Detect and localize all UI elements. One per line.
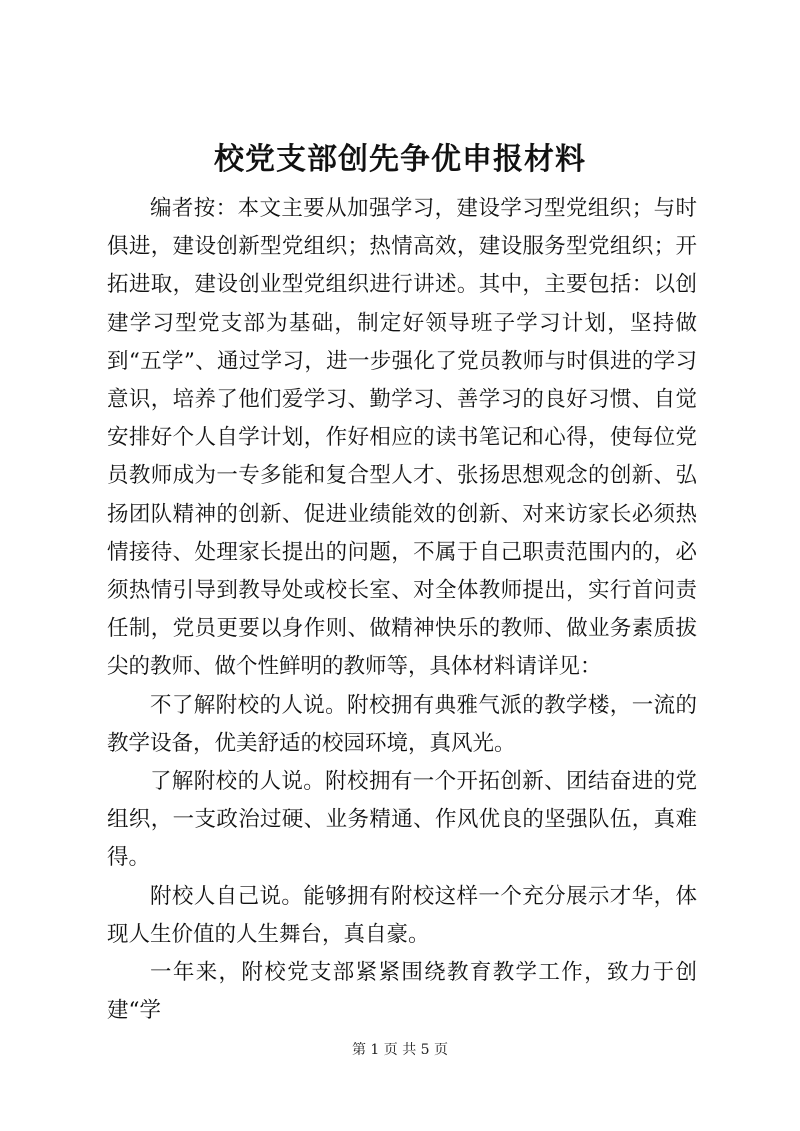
paragraph-editor-note: 编者按：本文主要从加强学习，建设学习型党组织；与时俱进，建设创新型党组织；热情高效，建设服务型党组织；开拓进取，建设创业型党组织进行讲述。其中，主要包括：以创建学习型党支部为基础，制定好领导班子学习计划，坚持做到“五学”、通过学习，进一步强化了党员教师与时俱进的学习意识，培养了他们爱学习、勤学习、善学习的良好习惯、自觉安排好个人自学计划，作好相应的读书笔记和心得，使每位党员教师成为一专多能和复合型人才、张扬思想观念的创新、弘扬团队精神的创新、促进业绩能效的创新、对来访家长必须热情接待、处理家长提出的问题，不属于自己职责范围内的，必须热情引导到教导处或校长室、对全体教师提出，实行首问责任制，党员更要以身作则、做精神快乐的教师、做业务素质拔尖的教师、做个性鲜明的教师等，具体材料请详见： bbox=[107, 196, 697, 680]
document-title: 校党支部创先争优申报材料 bbox=[214, 142, 586, 177]
document-body bbox=[107, 190, 697, 1030]
paragraph-outsiders: 不了解附校的人说。附校拥有典雅气派的教学楼，一流的教学设备，优美舒适的校园环境，真风光。 bbox=[107, 692, 697, 756]
paragraph-year-review: 一年来，附校党支部紧紧围绕教育教学工作，致力于创建“学 bbox=[107, 960, 697, 1024]
paragraph-insiders: 了解附校的人说。附校拥有一个开拓创新、团结奋进的党组织，一支政治过硬、业务精通、作风优良的坚强队伍，真难得。 bbox=[107, 769, 697, 871]
paragraph-school-people: 附校人自己说。能够拥有附校这样一个充分展示才华，体现人生价值的人生舞台，真自豪。 bbox=[107, 883, 697, 947]
page-footer: 第 1 页 共 5 页 bbox=[351, 1042, 449, 1058]
